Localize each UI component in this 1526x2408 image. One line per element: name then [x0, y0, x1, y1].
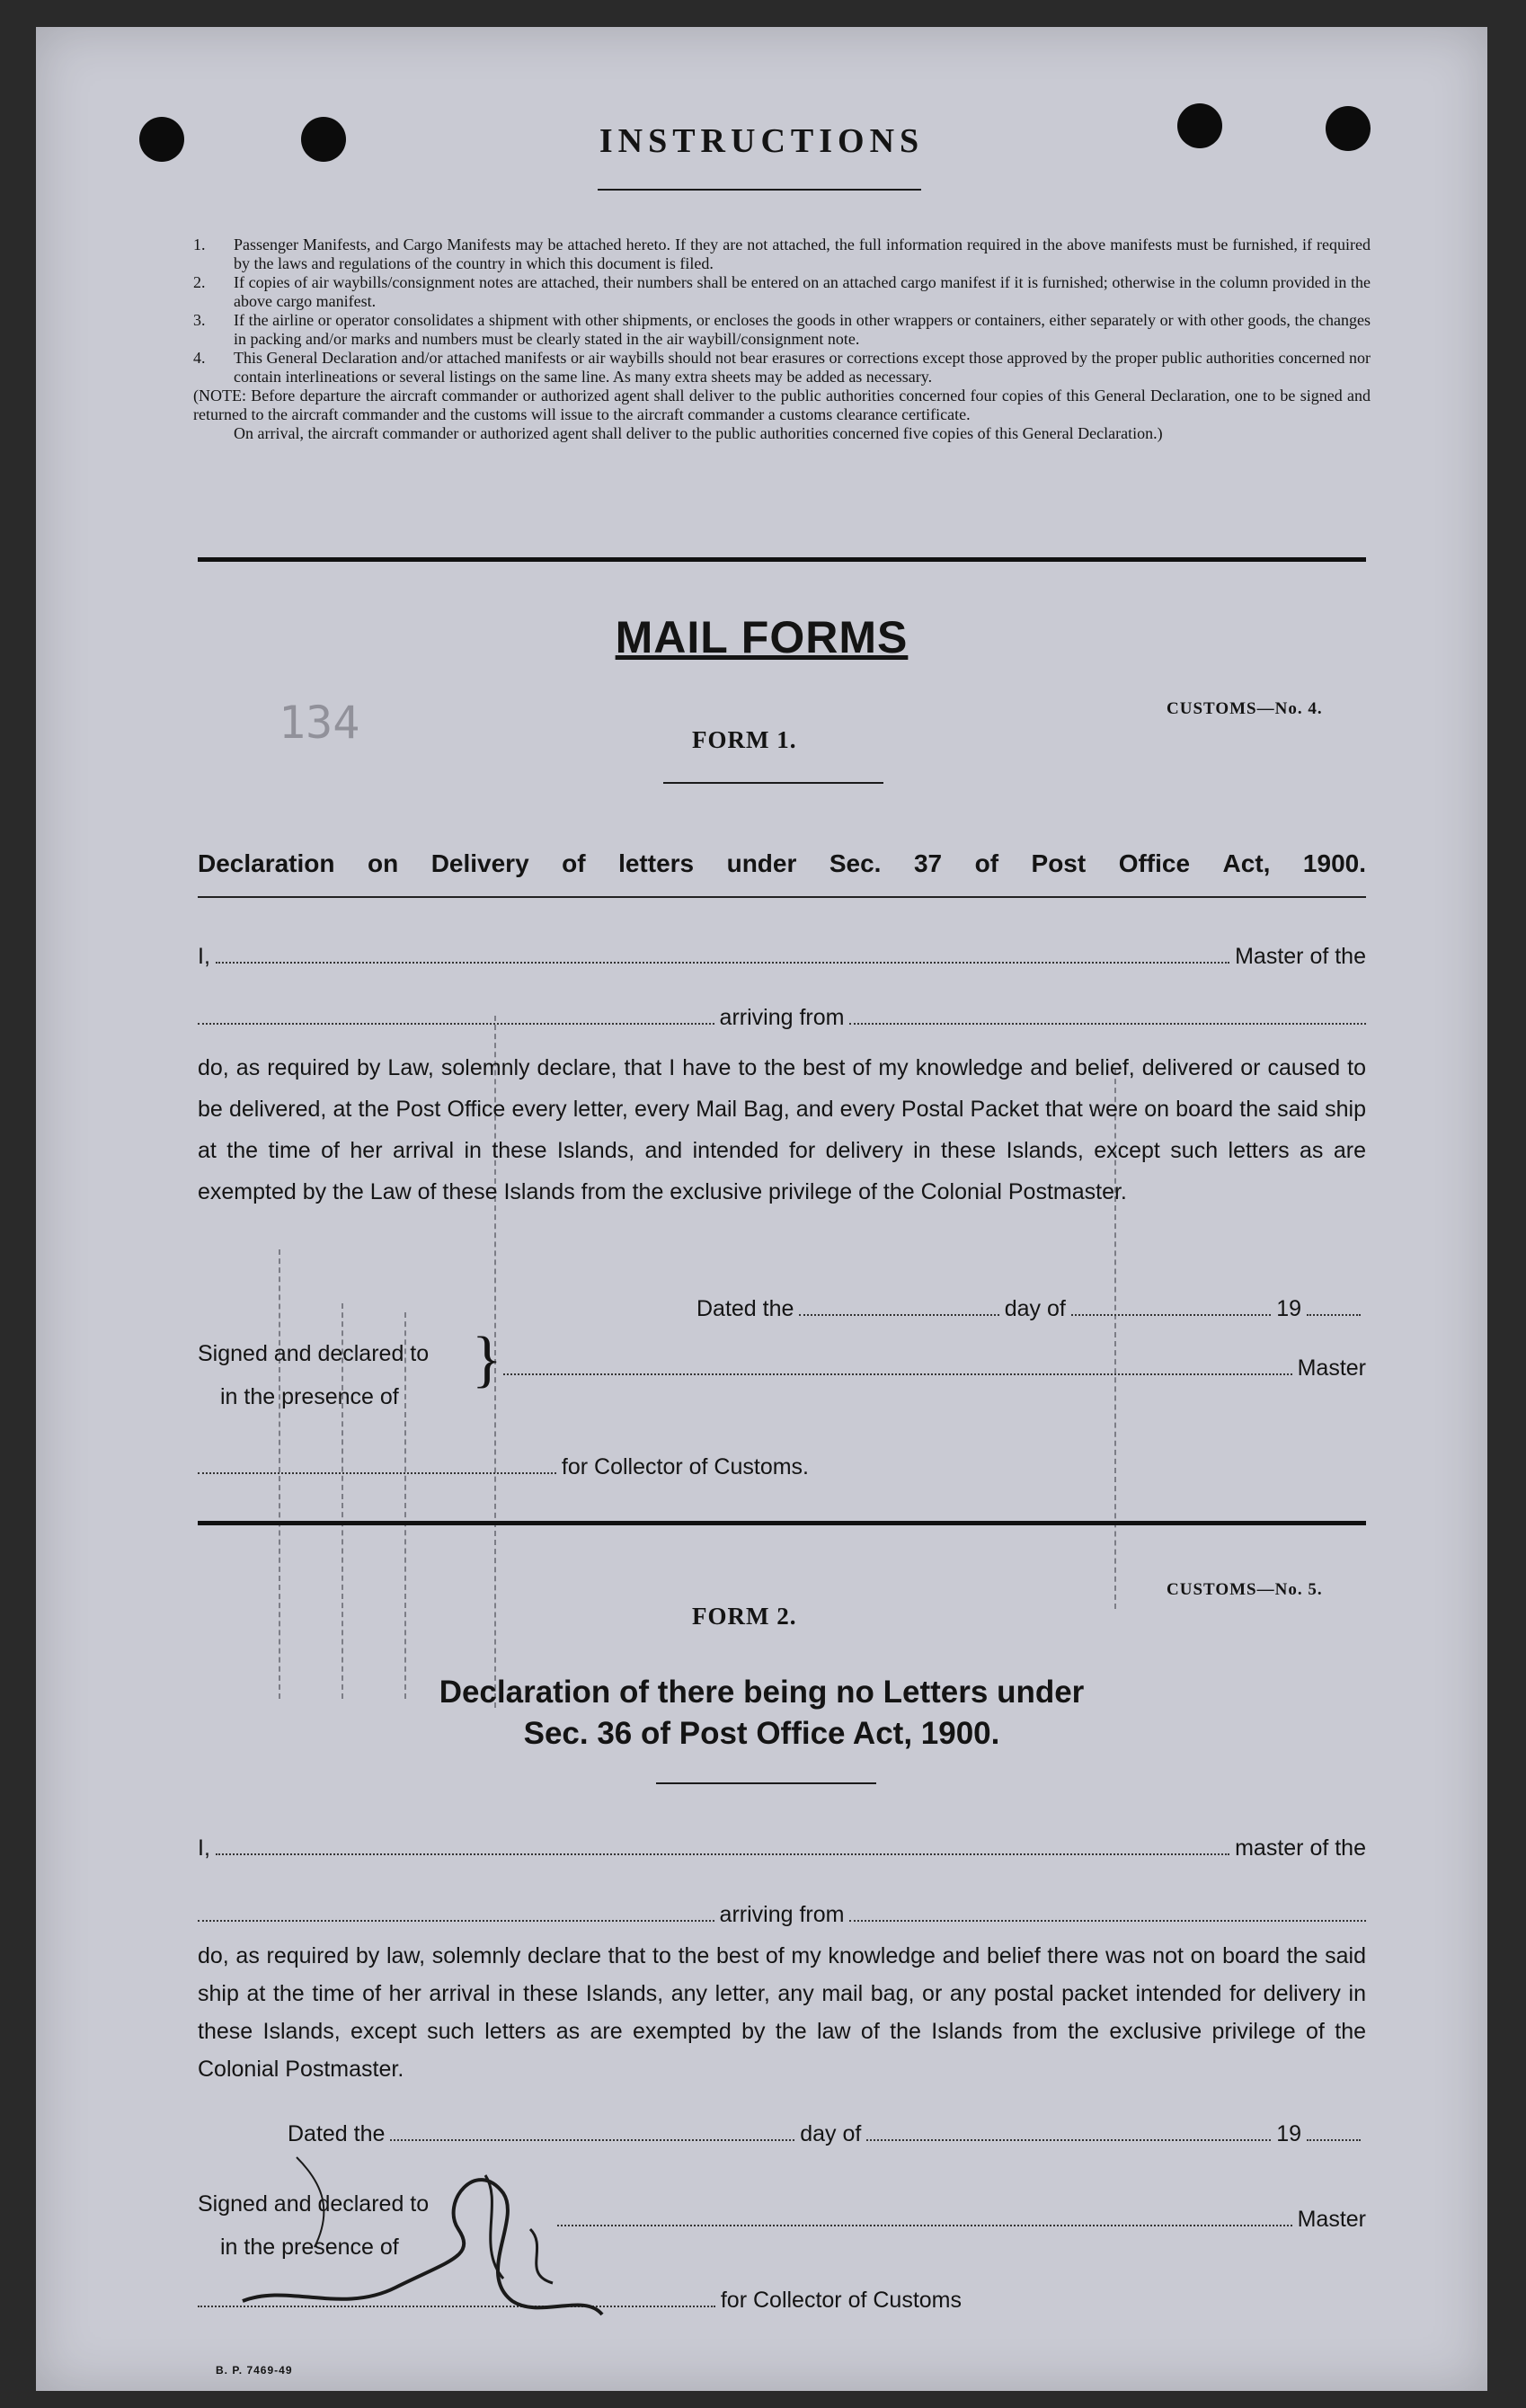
faint-column-line: [404, 1312, 406, 1699]
heading-word: under: [726, 849, 797, 877]
signed-declared-label: Signed and declared to: [198, 1341, 430, 1366]
collector-signature-field[interactable]: [198, 1471, 556, 1474]
heading-word: Sec.: [829, 849, 882, 877]
heading-word: on: [367, 849, 399, 877]
heading-rule: [198, 896, 1366, 898]
section-divider: [198, 1521, 1366, 1525]
heading-word: Office: [1118, 849, 1191, 877]
form2-heading-line2: Sec. 36 of Post Office Act, 1900.: [523, 1716, 1000, 1751]
heading-word: Act,: [1222, 849, 1271, 877]
collector-label: for Collector of Customs: [720, 2288, 962, 2313]
origin-field[interactable]: [849, 1919, 1366, 1922]
instruction-number: 2.: [193, 273, 206, 291]
line-prefix: I,: [198, 944, 210, 969]
line-suffix: Master of the: [1235, 944, 1366, 969]
form-label-underline: [663, 782, 883, 784]
title-underline: [598, 189, 921, 191]
dated-label: Dated the: [288, 2121, 386, 2146]
instruction-note: [193, 387, 1371, 424]
master-signature-field[interactable]: [503, 1373, 1292, 1375]
date-year-field[interactable]: [1307, 1313, 1361, 1316]
line-prefix: I,: [198, 1835, 210, 1861]
instruction-number: 1.: [193, 235, 206, 253]
form2-master-line: [198, 1835, 1366, 1862]
collector-label: for Collector of Customs.: [561, 1454, 809, 1479]
heading-word: Post: [1031, 849, 1087, 877]
year-label: 19: [1276, 2121, 1301, 2146]
brace-symbol: }: [472, 1325, 502, 1394]
handwritten-signature: [207, 2121, 620, 2337]
master-label: Master: [1297, 2207, 1366, 2232]
form1-heading: [198, 849, 1366, 878]
instruction-item: [193, 349, 1371, 387]
section-divider: [198, 557, 1366, 562]
day-of-label: day of: [800, 2121, 862, 2146]
vessel-field[interactable]: [198, 1919, 714, 1922]
instruction-item: [193, 235, 1371, 273]
instructions-title: INSTRUCTIONS: [599, 122, 925, 160]
signed-declared-label: Signed and declared to: [198, 2191, 430, 2217]
heading-word: Delivery: [430, 849, 529, 877]
stamped-number: 134: [279, 697, 360, 749]
instruction-text: If the airline or operator consolidates a shipment with other shipments, or encloses the goods in other wrappers or containers, either separately or with other goods, the changes in packing and/or marks and numbers must be clearly stated in the air waybill/consignment note.: [234, 311, 1371, 348]
form1-dated-line: [696, 1296, 1366, 1322]
heading-underline: [656, 1782, 876, 1784]
note-arrival-text: On arrival, the aircraft commander or authorized agent shall deliver to the public authorities concerned five copies of this General Declaration.): [234, 424, 1163, 442]
instructions-list: [193, 235, 1371, 443]
customs-number: CUSTOMS—No. 4.: [1167, 699, 1323, 718]
heading-word: of: [562, 849, 586, 877]
line-suffix: master of the: [1235, 1835, 1366, 1861]
heading-word: 1900.: [1302, 849, 1366, 877]
arriving-from-label: arriving from: [719, 1902, 845, 1927]
year-label: 19: [1276, 1296, 1301, 1321]
form-label: FORM 2.: [692, 1603, 797, 1630]
heading-word: 37: [913, 849, 943, 877]
instruction-item: [193, 311, 1371, 349]
form1-master-sign-line: [503, 1355, 1366, 1382]
presence-label: in the presence of: [220, 1384, 399, 1409]
master-signature-field[interactable]: [557, 2224, 1292, 2226]
date-year-field[interactable]: [1307, 2138, 1361, 2141]
form-code: B. P. 7469-49: [216, 2364, 293, 2377]
date-month-field[interactable]: [866, 2138, 1271, 2141]
form2-master-sign-line: [557, 2207, 1366, 2233]
instruction-note: [193, 424, 1371, 443]
form2-heading-line1: Declaration of there being no Letters under: [439, 1675, 1085, 1710]
form2-arriving-line: [198, 1902, 1366, 1928]
form-label: FORM 1.: [692, 726, 797, 753]
heading-word: Declaration: [198, 849, 335, 877]
date-month-field[interactable]: [1071, 1313, 1271, 1316]
ship-name-field[interactable]: [216, 961, 1229, 964]
date-day-field[interactable]: [799, 1313, 998, 1316]
form1-arriving-line: [198, 1005, 1366, 1031]
day-of-label: day of: [1004, 1296, 1066, 1321]
instruction-number: 4.: [193, 349, 206, 367]
origin-field[interactable]: [849, 1022, 1366, 1025]
heading-word: of: [974, 849, 999, 877]
presence-label: in the presence of: [220, 2235, 399, 2260]
heading-word: letters: [618, 849, 695, 877]
dated-label: Dated the: [696, 1296, 794, 1321]
instruction-number: 3.: [193, 311, 206, 329]
form1-collector-line: [198, 1454, 809, 1480]
form1-paragraph: do, as required by Law, solemnly declare, that I have to the best of my knowledge and belief, delivered or caused to be delivered, at the Post Office every letter, every Mail Bag, and every Postal Packet that were on board the said ship at the time of her arrival in these Islands, and intended for delivery in these Islands, except such letters as are exempted by the Law of these Islands from the exclusive privilege of the Colonial Postmaster.: [198, 1055, 1366, 1204]
form1-master-line: [198, 944, 1366, 970]
master-label: Master: [1297, 1355, 1366, 1381]
vessel-field[interactable]: [198, 1022, 714, 1025]
instruction-text: Passenger Manifests, and Cargo Manifests may be attached hereto. If they are not attached, the full information required in the above manifests must be furnished, if required by the laws and regulations of the country in which this document is filed.: [234, 235, 1371, 272]
instruction-text: This General Declaration and/or attached manifests or air waybills should not bear erasures or corrections except those approved by the proper public authorities concerned nor contain interlineations or several listings on the same line. As many extra sheets may be added as necessary.: [234, 349, 1371, 386]
arriving-from-label: arriving from: [719, 1005, 845, 1030]
form2-paragraph: do, as required by law, solemnly declare that to the best of my knowledge and belief there was not on board the said ship at the time of her arrival in these Islands, any letter, any mail bag, or any postal packet intended for delivery in these Islands, except such letters as are exempted by the law of the Islands from the exclusive privilege of the Colonial Postmaster.: [198, 1943, 1366, 2082]
customs-number: CUSTOMS—No. 5.: [1167, 1580, 1323, 1599]
instruction-item: [193, 273, 1371, 311]
mail-forms-title: MAIL FORMS: [615, 612, 909, 662]
instruction-text: If copies of air waybills/consignment notes are attached, their numbers shall be entered on an attached cargo manifest if it is furnished; otherwise in the column provided in the above cargo manifest.: [234, 273, 1371, 310]
note-departure-text: (NOTE: Before departure the aircraft commander or authorized agent shall deliver to the public authorities concerned four copies of this General Declaration, one to be signed and returned to the aircraft commander and the customs will issue to the aircraft commander a customs clearance certificate.: [193, 387, 1371, 423]
document-page: [36, 27, 1487, 2391]
ship-name-field[interactable]: [216, 1853, 1229, 1855]
